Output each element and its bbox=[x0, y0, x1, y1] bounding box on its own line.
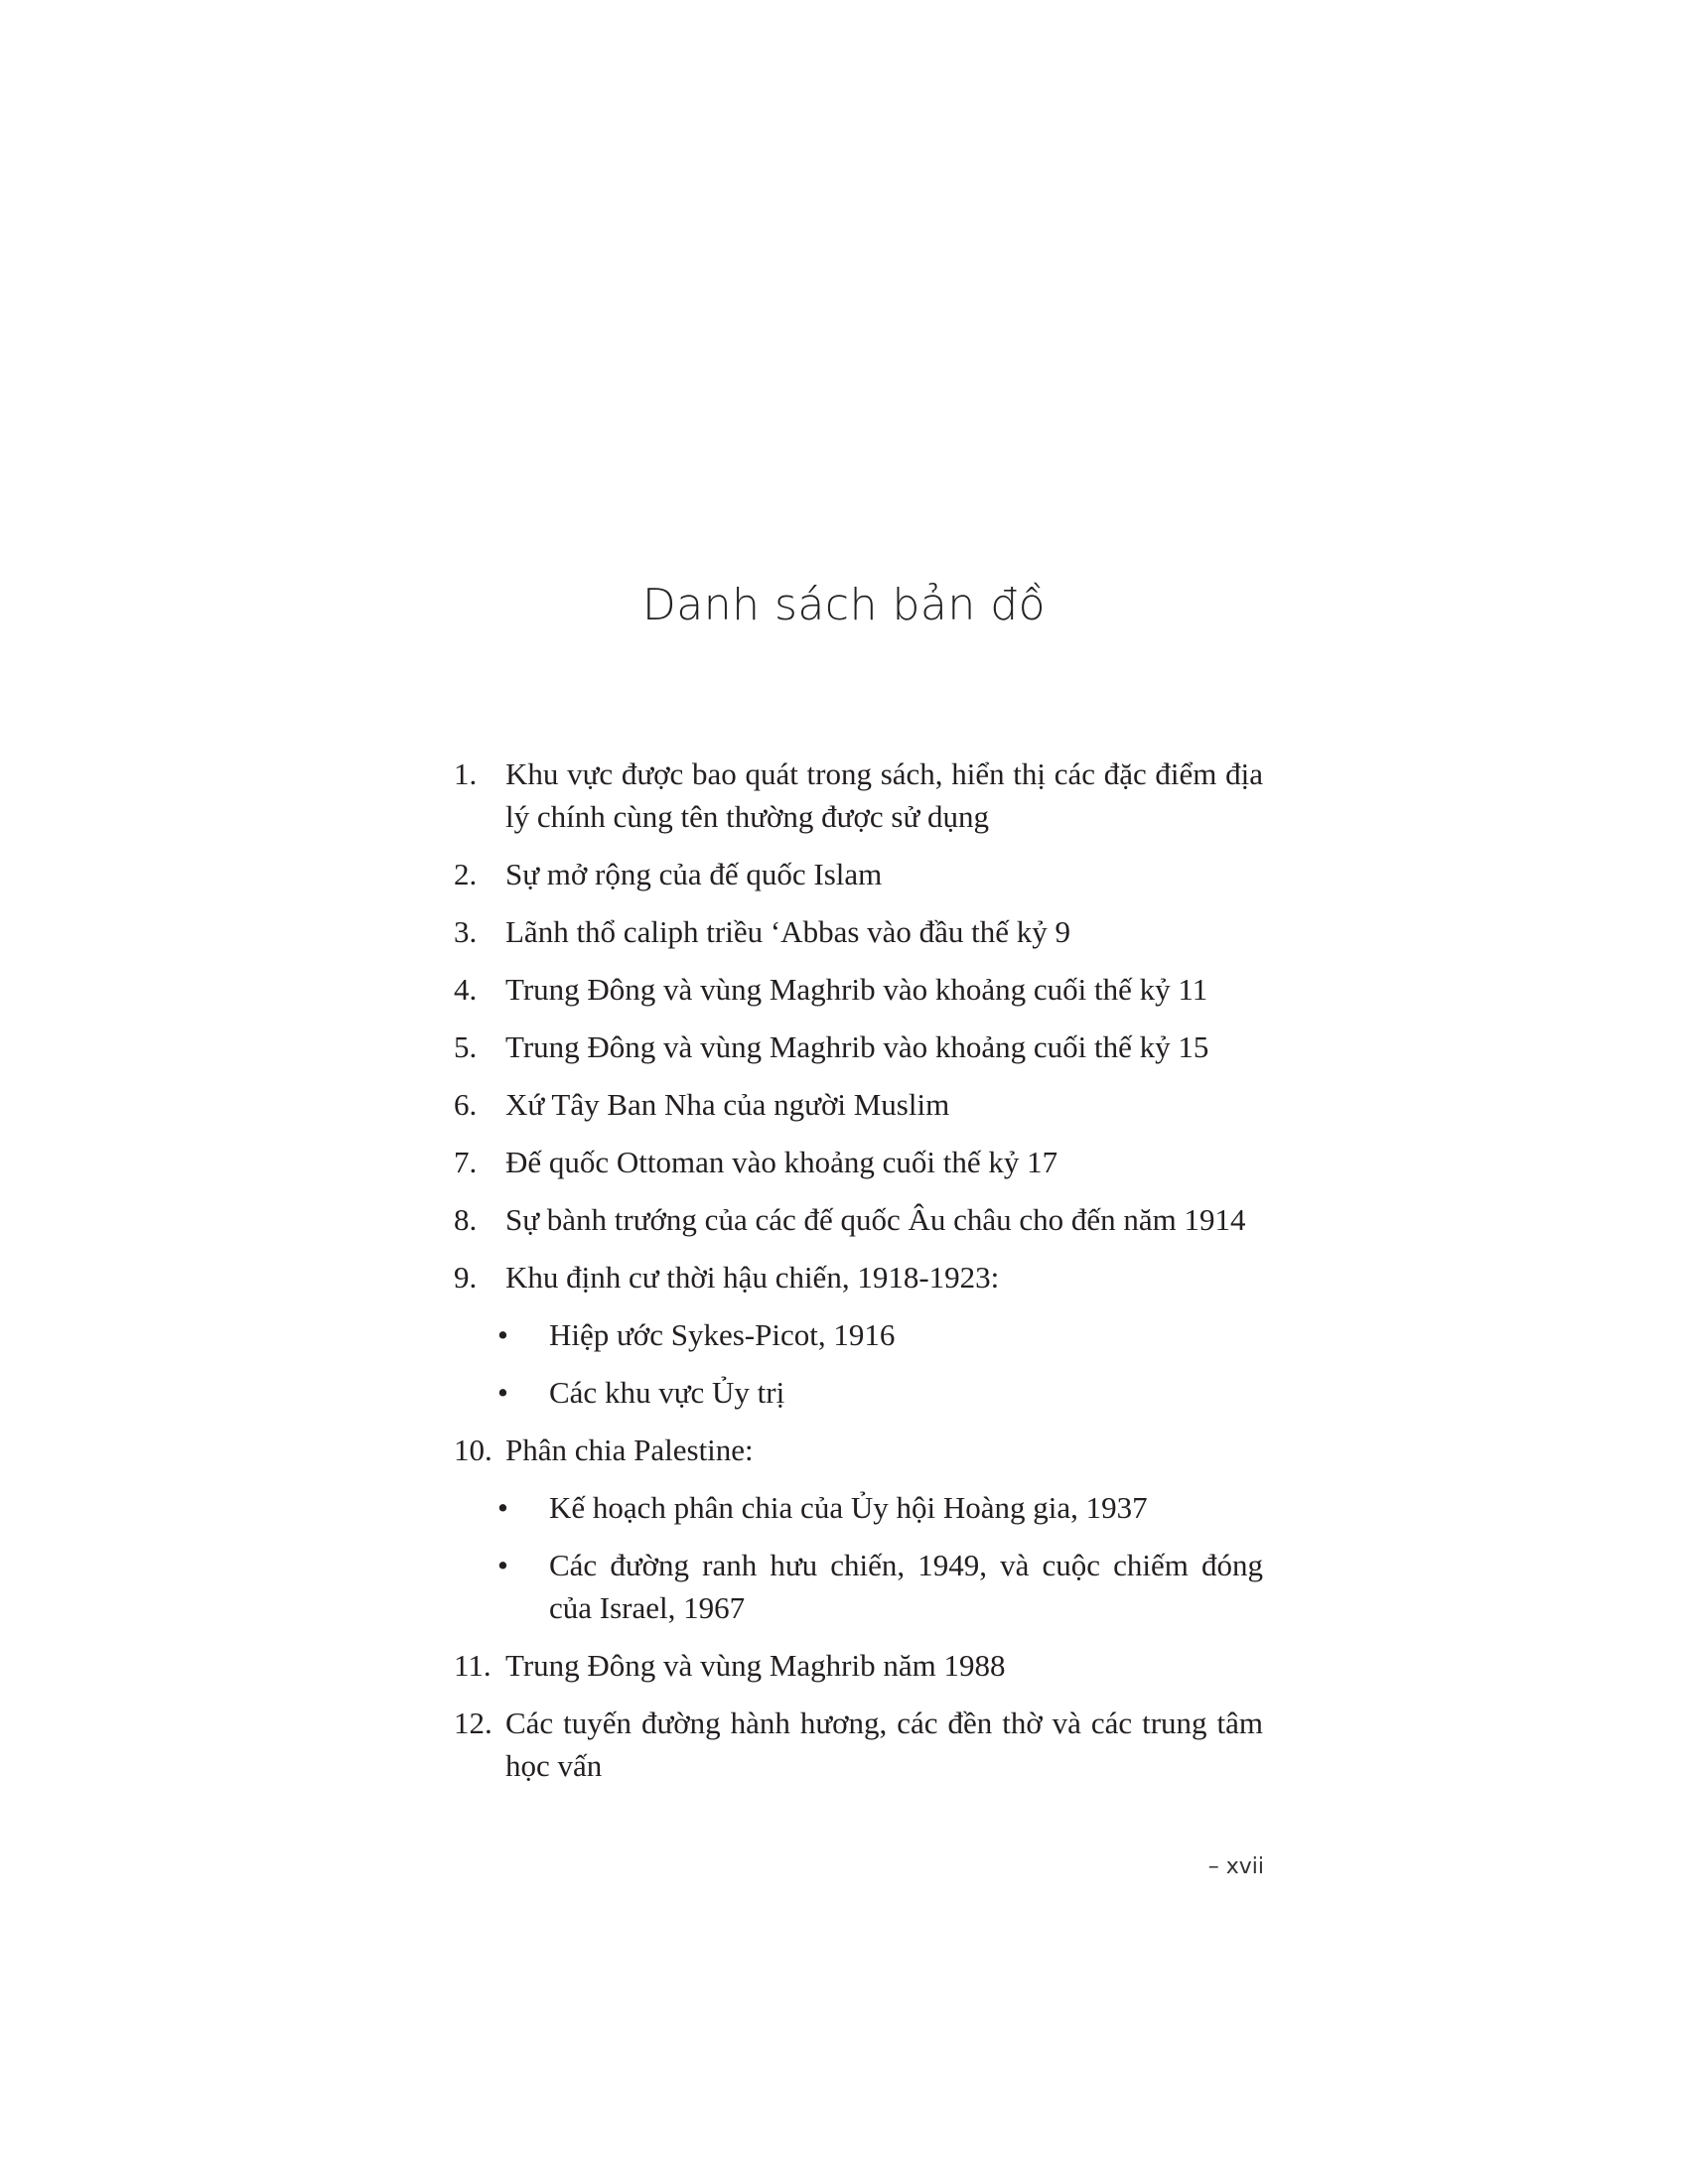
list-item bbox=[454, 1141, 1263, 1183]
item-text: Sự mở rộng của đế quốc Islam bbox=[505, 857, 883, 891]
list-item bbox=[454, 1198, 1263, 1241]
sub-item-text: Các khu vực Ủy trị bbox=[549, 1375, 785, 1410]
sub-list-item bbox=[454, 1371, 1263, 1414]
item-text: Xứ Tây Ban Nha của người Muslim bbox=[505, 1087, 950, 1122]
bullet-icon: • bbox=[497, 1317, 508, 1352]
item-number: 11. bbox=[454, 1648, 492, 1683]
item-text: Trung Đông và vùng Maghrib vào khoảng cuối thế kỷ 11 bbox=[505, 972, 1208, 1007]
item-number: 8. bbox=[454, 1202, 478, 1237]
item-number: 12. bbox=[454, 1706, 492, 1740]
list-item bbox=[454, 853, 1263, 895]
item-text: Khu vực được bao quát trong sách, hiển thị các đặc điểm địa lý chính cùng tên thường được sử dụng bbox=[505, 756, 1263, 834]
item-number: 2. bbox=[454, 857, 478, 891]
sub-item-text: Kế hoạch phân chia của Ủy hội Hoàng gia, 1937 bbox=[549, 1490, 1148, 1525]
list-item bbox=[454, 1429, 1263, 1471]
item-number: 5. bbox=[454, 1029, 478, 1064]
list-item bbox=[454, 1702, 1263, 1787]
item-text: Các tuyến đường hành hương, các đền thờ và các trung tâm học vấn bbox=[505, 1706, 1263, 1783]
item-number: 9. bbox=[454, 1260, 478, 1295]
item-text: Trung Đông và vùng Maghrib vào khoảng cuối thế kỷ 15 bbox=[505, 1029, 1209, 1064]
sub-list-item bbox=[454, 1486, 1263, 1529]
sub-list-item bbox=[454, 1313, 1263, 1356]
list-item bbox=[454, 910, 1263, 953]
item-number: 6. bbox=[454, 1087, 478, 1122]
item-text: Đế quốc Ottoman vào khoảng cuối thế kỷ 17 bbox=[505, 1145, 1058, 1179]
item-number: 3. bbox=[454, 914, 478, 949]
item-number: 4. bbox=[454, 972, 478, 1007]
list-item bbox=[454, 752, 1263, 838]
bullet-icon: • bbox=[497, 1548, 508, 1582]
page-title: Danh sách bản đồ bbox=[641, 580, 1047, 631]
item-text: Lãnh thổ caliph triều ‘Abbas vào đầu thế kỷ 9 bbox=[505, 914, 1071, 949]
list-item bbox=[454, 1025, 1263, 1068]
item-number: 7. bbox=[454, 1145, 478, 1179]
page-number: – xvii bbox=[1207, 1854, 1264, 1879]
sub-item-text: Hiệp ước Sykes-Picot, 1916 bbox=[549, 1317, 896, 1352]
list-item bbox=[454, 968, 1263, 1011]
list-item bbox=[454, 1083, 1263, 1126]
item-number: 10. bbox=[454, 1433, 492, 1467]
item-text: Khu định cư thời hậu chiến, 1918-1923: bbox=[505, 1260, 1000, 1295]
sub-item-text: Các đường ranh hưu chiến, 1949, và cuộc chiếm đóng của Israel, 1967 bbox=[549, 1548, 1263, 1625]
item-number: 1. bbox=[454, 756, 478, 791]
list-item bbox=[454, 1256, 1263, 1298]
item-text: Trung Đông và vùng Maghrib năm 1988 bbox=[505, 1648, 1006, 1683]
item-text: Phân chia Palestine: bbox=[505, 1433, 754, 1467]
sub-list-item bbox=[454, 1544, 1263, 1629]
map-list bbox=[454, 752, 1263, 1802]
list-item bbox=[454, 1644, 1263, 1687]
bullet-icon: • bbox=[497, 1490, 508, 1525]
item-text: Sự bành trướng của các đế quốc Âu châu cho đến năm 1914 bbox=[505, 1202, 1246, 1237]
bullet-icon: • bbox=[497, 1375, 508, 1410]
